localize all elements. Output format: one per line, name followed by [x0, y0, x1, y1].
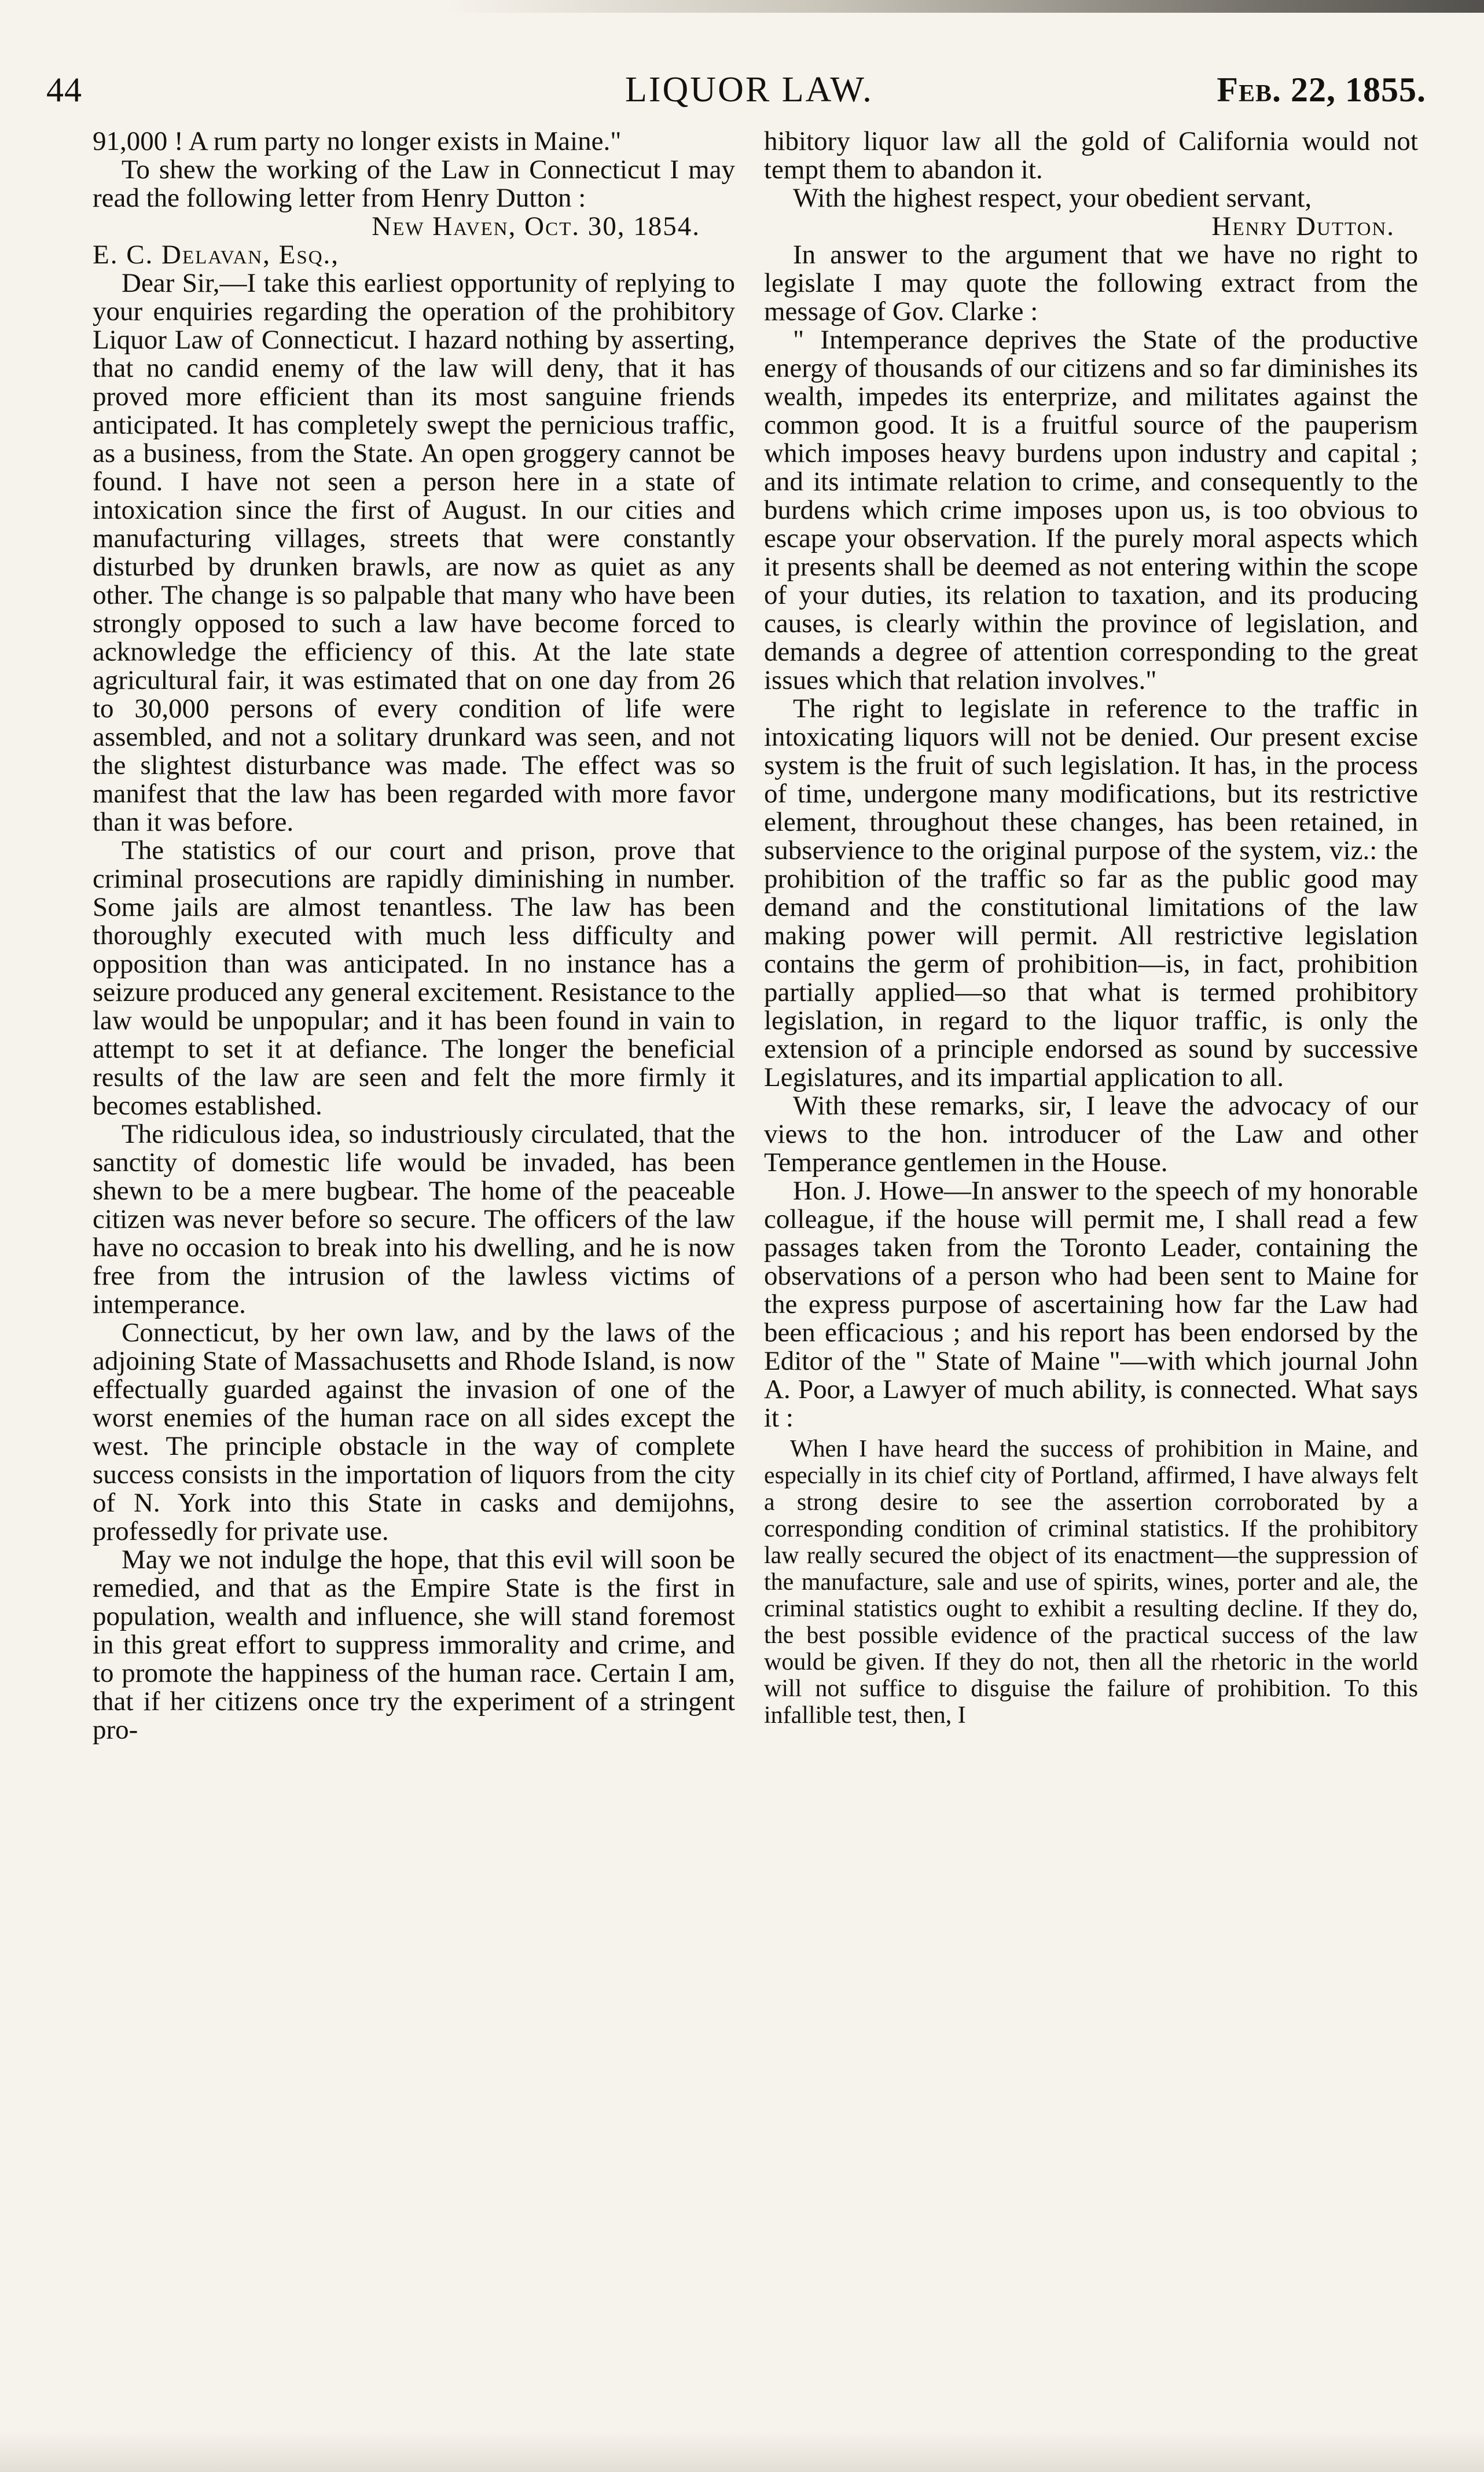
paragraph: May we not indulge the hope, that this evil will soon be remedied, and that as the Empire State is the first in population, wealth and influence, she will stand foremost in this great effort to suppress immorality and crime, and to promote the happiness of the human race. Certain I am, that if her citizens once try the experiment of a stringent pro-: [93, 1545, 735, 1745]
issue-date: Feb. 22, 1855.: [1217, 71, 1426, 109]
paragraph: The right to legislate in reference to the traffic in intoxicating liquors will not be denied. Our present excise system is the fruit of such legislation. It has, in the process of time, undergone many modifications, but its restrictive element, throughout these changes, has been retained, in subservience to the original purpose of the system, viz.: the prohibition of the traffic so far as the public good may demand and the constitutional limitations of the law making power will permit. All restrictive legislation contains the germ of prohibition—is, in fact, prohibition partially applied—so that what is termed prohibitory legislation, in regard to the liquor traffic, is only the extension of a principle endorsed as sound by successive Legislatures, and its impartial application to all.: [764, 694, 1418, 1092]
page-number: 44: [46, 71, 82, 109]
page-header: [0, 64, 1484, 116]
paragraph: The ridiculous idea, so industriously circulated, that the sanctity of domestic life would be invaded, has been shewn to be a mere bugbear. The home of the peaceable citizen was never before so secure. The officers of the law have no occasion to break into his dwelling, and he is now free from the intrusion of the lawless victims of intemperance.: [93, 1119, 735, 1319]
quoted-paragraph: " Intemperance deprives the State of the productive energy of thousands of our citizens and so far diminishes its wealth, impedes its enterprize, and militates against the common good. It is a fruitful source of the pauperism which imposes heavy burdens upon industry and capital ; and its intimate relation to crime, and consequently to the burdens which crime imposes upon us, is too obvious to escape your observation. If the purely moral aspects which it presents shall be deemed as not entering within the scope of your duties, its relation to taxation, and its producing causes, is clearly within the province of legislation, and demands a degree of attention corresponding to the great issues which that relation involves.": [764, 325, 1418, 695]
paragraph: Hon. J. Howe—In answer to the speech of my honorable colleague, if the house will permit me, I shall read a few passages taken from the Toronto Leader, containing the observations of a person who had been sent to Maine for the express purpose of ascertaining how far the Law had been efficacious ; and his report has been endorsed by the Editor of the " State of Maine "—with which journal John A. Poor, a Lawyer of much ability, is connected. What says it :: [764, 1176, 1418, 1433]
paragraph: With the highest respect, your obedient servant,: [793, 183, 1312, 213]
paragraph: 91,000 ! A rum party no longer exists in Maine.": [93, 127, 622, 156]
quoted-report: [764, 1436, 1418, 1729]
paragraph: With these remarks, sir, I leave the advocacy of our views to the hon. introducer of the Law and other Temperance gentlemen in the House.: [764, 1091, 1418, 1178]
letter-salutation: E. C. Delavan, Esq.,: [93, 240, 340, 270]
right-column: [764, 127, 1418, 2431]
letter-signature: Henry Dutton.: [1211, 211, 1395, 241]
paragraph: Dear Sir,—I take this earliest opportunity of replying to your enquiries regarding the operation of the prohibitory Liquor Law of Connecticut. I hazard nothing by asserting, that no candid enemy of the law will deny, that it has proved more efficient than its most sanguine friends anticipated. It has completely swept the pernicious traffic, as a business, from the State. An open groggery cannot be found. I have not seen a person here in a state of intoxication since the first of August. In our cities and manufacturing villages, streets that were constantly disturbed by drunken brawls, are now as quiet as any other. The change is so palpable that many who have been strongly opposed to such a law have become forced to acknowledge the efficiency of this. At the late state agricultural fair, it was estimated that on one day from 26 to 30,000 persons of every condition of life were assembled, and not a solitary drunkard was seen, and not the slightest disturbance was made. The effect was so manifest that the law has been regarded with more favor than it was before.: [93, 268, 735, 837]
scan-edge-shadow: [0, 0, 1484, 13]
paragraph: In answer to the argument that we have no right to legislate I may quote the following extract from the message of Gov. Clarke :: [764, 240, 1418, 327]
paragraph: To shew the working of the Law in Connecticut I may read the following letter from Henry Dutton :: [93, 155, 735, 213]
running-title: LIQUOR LAW.: [625, 70, 873, 109]
paragraph: Connecticut, by her own law, and by the laws of the adjoining State of Massachusetts and Rhode Island, is now effectually guarded against the invasion of one of the worst enemies of the human race on all sides except the west. The principle obstacle in the way of complete success consists in the importation of liquors from the city of N. York into this State in casks and demijohns, professedly for private use.: [93, 1318, 735, 1546]
quoted-paragraph: When I have heard the success of prohibition in Maine, and especially in its chief city of Portland, affirmed, I have always felt a strong desire to see the assertion corroborated by a corresponding condition of criminal statistics. If the prohibitory law really secured the object of its enactment—the suppression of the manufacture, sale and use of spirits, wines, porter and ale, the criminal statistics ought to exhibit a resulting decline. If they do, the best possible evidence of the practical success of the law would be given. If they do not, then all the rhetoric in the world will not suffice to disguise the failure of prohibition. To this infallible test, then, I: [764, 1436, 1418, 1729]
paragraph: hibitory liquor law all the gold of California would not tempt them to abandon it.: [764, 127, 1418, 185]
paragraph: The statistics of our court and prison, prove that criminal prosecutions are rapidly diminishing in number. Some jails are almost tenantless. The law has been thoroughly executed with much less difficulty and opposition than was anticipated. In no instance has a seizure produced any general excitement. Resistance to the law would be unpopular; and it has been found in vain to attempt to set it at defiance. The longer the beneficial results of the law are seen and felt the more firmly it becomes established.: [93, 835, 735, 1121]
left-column: [93, 127, 735, 2431]
scan-bottom-edge: [0, 2431, 1484, 2472]
letter-place-date: New Haven, Oct. 30, 1854.: [372, 211, 700, 241]
